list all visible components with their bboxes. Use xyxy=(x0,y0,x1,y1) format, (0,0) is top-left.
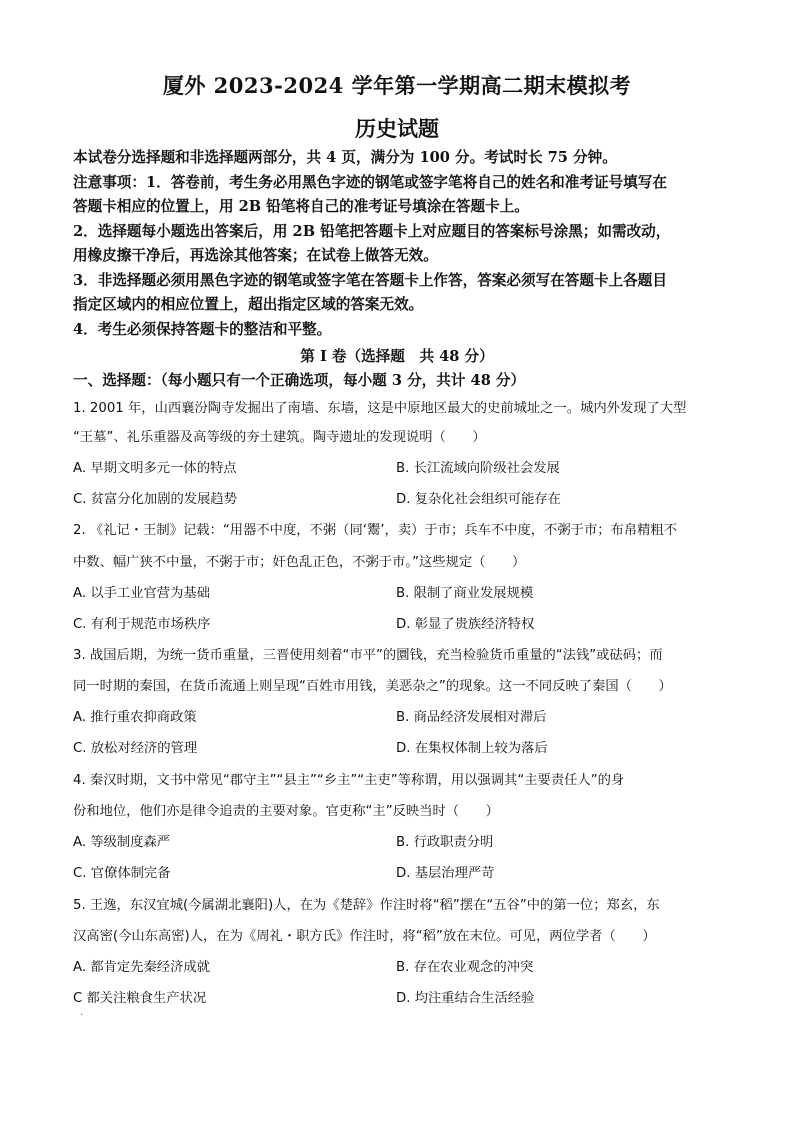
question-text: 2. 《礼记・王制》记载：“用器不中度，不粥（同‘鬻’，卖）于市；兵车不中度，不粥于市；布帛精粗不 xyxy=(73,523,678,538)
instruction-line: 本试卷分选择题和非选择题两部分，共 4 页，满分为 100 分。考试时长 75 分钟。 xyxy=(73,149,617,166)
question-text: 4. 秦汉时期，文书中常见“郡守主”“县主”“乡主”“主吏”等称谓，用以强调其“主要责任人”的身 xyxy=(73,773,625,788)
option-b: B. 长江流域向阶级社会发展 xyxy=(396,461,560,476)
question-text: 中数、幅广狭不中量，不粥于市；奸色乱正色，不粥于市。”这些规定（ ） xyxy=(73,555,526,570)
option-c: C. 有利于规范市场秩序 xyxy=(73,617,211,632)
option-b: B. 限制了商业发展规模 xyxy=(396,586,534,601)
question-text: 同一时期的秦国，在货币流通上则呈现“百姓市用钱，美恶杂之”的现象。这一不同反映了秦国（ ） xyxy=(73,679,672,694)
option-c: C. 贫富分化加剧的发展趋势 xyxy=(73,492,238,507)
option-d: D. 均注重结合生活经验 xyxy=(396,991,535,1006)
option-b: B. 存在农业观念的冲突 xyxy=(396,960,534,975)
instruction-line: 答题卡相应的位置上，用 2B 铅笔将自己的准考证号填涂在答题卡上。 xyxy=(73,198,529,215)
option-c: C. 放松对经济的管理 xyxy=(73,741,198,756)
exam-title: 厦外 2023-2024 学年第一学期高二期末模拟考 xyxy=(162,73,632,98)
question-text: 5. 王逸，东汉宜城(今属湖北襄阳)人，在为《楚辞》作注时将“稻”摆在“五谷”中的第一位；郑玄，东 xyxy=(73,898,660,913)
instruction-line: 3．非选择题必须用黑色字迹的钢笔或签字笔在答题卡上作答，答案必须写在答题卡上各题目 xyxy=(73,272,667,289)
option-a: A. 都肯定先秦经济成就 xyxy=(73,960,210,975)
option-d: D. 在集权体制上较为落后 xyxy=(396,741,548,756)
option-a: A. 等级制度森严 xyxy=(73,835,171,850)
instruction-line: 2．选择题每小题选出答案后，用 2B 铅笔把答题卡上对应题目的答案标号涂黑；如需改动， xyxy=(73,223,671,240)
question-text: 份和地位，他们亦是律令追责的主要对象。官吏称“主”反映当时（ ） xyxy=(73,804,499,819)
question-text: 汉高密(今山东高密)人，在为《周礼・职方氏》作注时，将“稻”放在末位。可见，两位学者（ ） xyxy=(73,929,656,944)
question-text: 3. 战国后期，为统一货币重量，三晋使用刻着“市平”的圜钱，充当检验货币重量的“法钱”或砝码；而 xyxy=(73,648,663,663)
section-title: 第 I 卷（选择题 共 48 分） xyxy=(300,348,494,365)
option-b: B. 商品经济发展相对滞后 xyxy=(396,710,547,725)
option-d: D. 彰显了贵族经济特权 xyxy=(396,617,535,632)
option-d: D. 复杂化社会组织可能存在 xyxy=(396,492,561,507)
part-header: 一、选择题：（每小题只有一个正确选项，每小题 3 分，共计 48 分） xyxy=(73,372,526,389)
question-text: “王墓”、礼乐重器及高等级的夯土建筑。陶寺遗址的发现说明（ ） xyxy=(73,430,486,445)
instruction-line: 用橡皮擦干净后，再选涂其他答案；在试卷上做答无效。 xyxy=(73,247,438,264)
question-text: 1. 2001 年，山西襄汾陶寺发掘出了南墙、东墙，这是中原地区最大的史前城址之一。城内外发现了大型 xyxy=(73,401,687,416)
option-c: C 都关注粮食生产状况 xyxy=(73,991,207,1006)
stray-mark: · xyxy=(80,1010,84,1021)
exam-subtitle: 历史试题 xyxy=(355,116,439,141)
option-d: D. 基层治理严苛 xyxy=(396,866,495,881)
option-a: A. 以手工业官营为基础 xyxy=(73,586,210,601)
instruction-line: 指定区域内的相应位置上，超出指定区域的答案无效。 xyxy=(73,296,424,313)
instruction-line: 注意事项：1．答卷前，考生务必用黑色字迹的钢笔或签字笔将自己的姓名和准考证号填写在 xyxy=(73,174,667,191)
option-a: A. 推行重农抑商政策 xyxy=(73,710,197,725)
option-a: A. 早期文明多元一体的特点 xyxy=(73,461,237,476)
instruction-line: 4．考生必须保持答题卡的整洁和平整。 xyxy=(73,321,332,338)
option-b: B. 行政职责分明 xyxy=(396,835,494,850)
option-c: C. 官僚体制完备 xyxy=(73,866,171,881)
